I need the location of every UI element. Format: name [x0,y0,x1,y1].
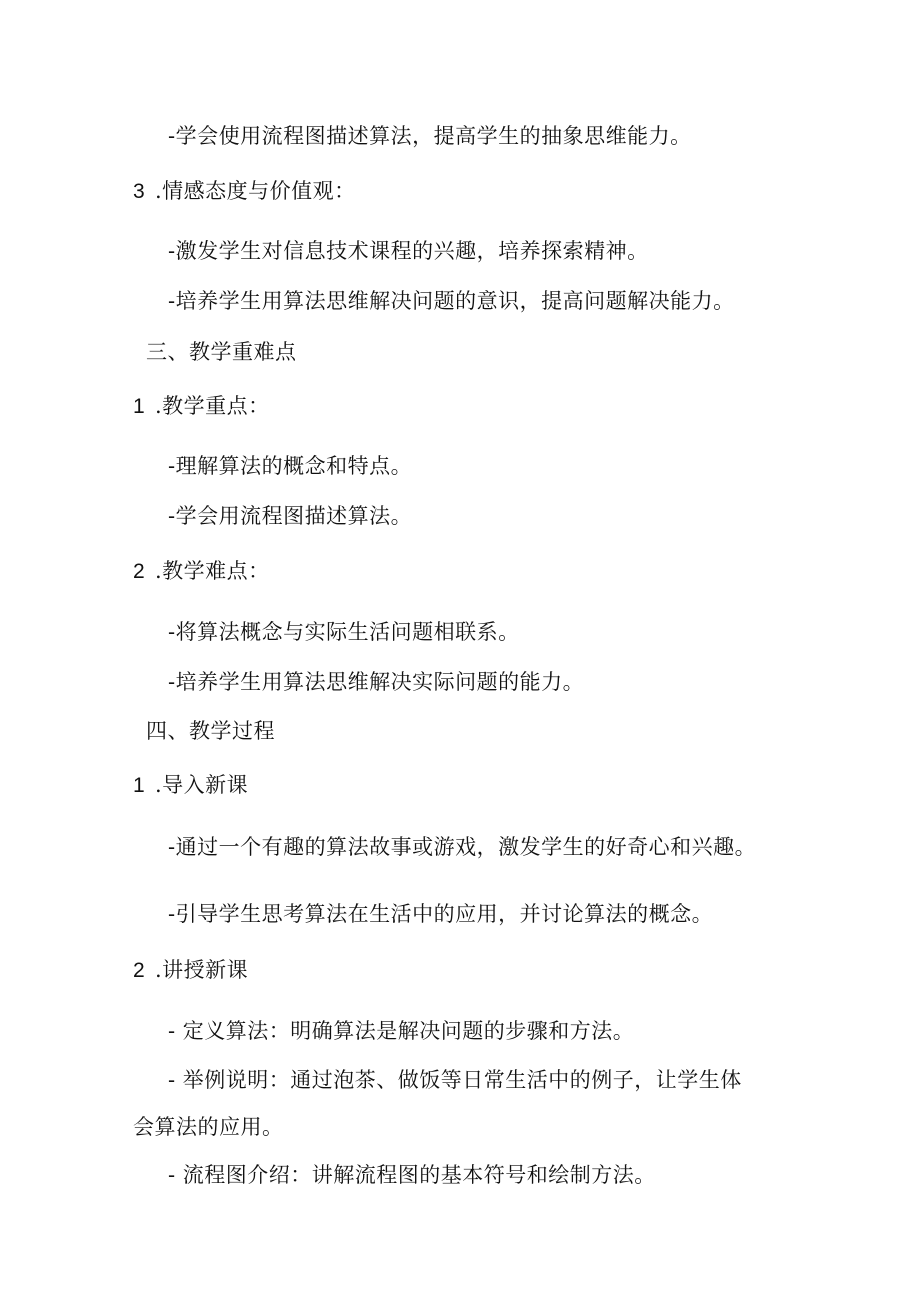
heading-number: 2 [133,560,146,583]
bullet-line: -学会使用流程图描述算法，提高学生的抽象思维能力。 [168,124,692,148]
heading-text: .讲授新课 [155,958,249,982]
bullet-line: -培养学生用算法思维解决问题的意识，提高问题解决能力。 [168,289,735,313]
numbered-heading [133,770,248,801]
continuation-line: 会算法的应用。 [133,1115,284,1139]
bullet-line: -理解算法的概念和特点。 [168,454,413,478]
numbered-heading [133,556,270,587]
heading-number: 2 [133,959,146,982]
heading-number: 3 [133,180,146,203]
bullet-line: - 定义算法：明确算法是解决问题的步骤和方法。 [168,1019,635,1043]
heading-text: .情感态度与价值观： [155,179,356,203]
heading-number: 1 [133,395,146,418]
bullet-line: -通过一个有趣的算法故事或游戏，激发学生的好奇心和兴趣。 [168,835,757,859]
section-heading: 四、教学过程 [146,719,275,743]
heading-number: 1 [133,774,146,797]
heading-text: .教学难点： [155,559,270,583]
bullet-line: -激发学生对信息技术课程的兴趣，培养探索精神。 [168,239,649,263]
heading-text: .导入新课 [155,773,249,797]
numbered-heading [133,955,248,986]
bullet-line: -培养学生用算法思维解决实际问题的能力。 [168,670,585,694]
numbered-heading [133,176,356,207]
numbered-heading [133,391,270,422]
heading-text: .教学重点： [155,394,270,418]
bullet-line: -引导学生思考算法在生活中的应用，并讨论算法的概念。 [168,902,714,926]
bullet-line: - 举例说明：通过泡茶、做饭等日常生活中的例子，让学生体 [168,1068,742,1092]
bullet-line: -学会用流程图描述算法。 [168,504,413,528]
bullet-line: -将算法概念与实际生活问题相联系。 [168,620,520,644]
bullet-line: - 流程图介绍：讲解流程图的基本符号和绘制方法。 [168,1163,656,1187]
section-heading: 三、教学重难点 [146,340,297,364]
